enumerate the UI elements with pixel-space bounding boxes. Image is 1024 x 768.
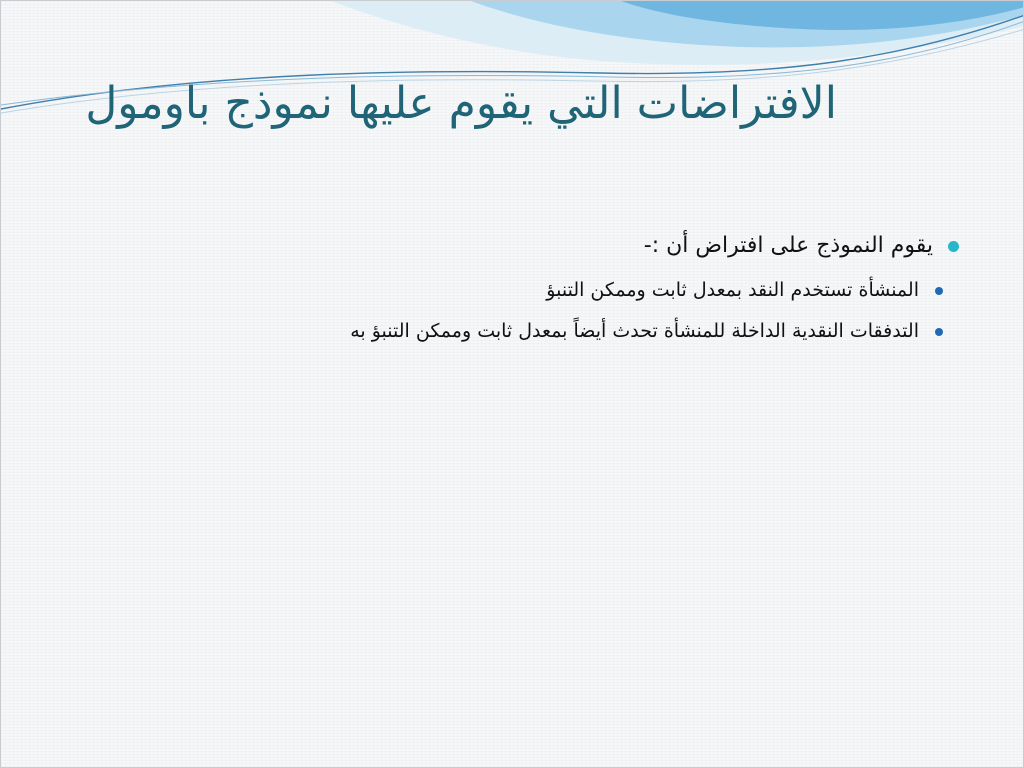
sub-bullet-text: التدفقات النقدية الداخلة للمنشأة تحدث أيضاً بمعدل ثابت وممكن التنبؤ به bbox=[350, 320, 919, 342]
sub-bullet-text: المنشأة تستخدم النقد بمعدل ثابت وممكن التنبؤ bbox=[546, 279, 919, 301]
bullet-list bbox=[81, 227, 961, 347]
slide-title: الافتراضات التي يقوم عليها نموذج باومول bbox=[85, 78, 837, 129]
sub-bullet-dot-icon bbox=[935, 287, 943, 295]
sub-bullet-item bbox=[81, 315, 961, 347]
sub-bullet-item bbox=[81, 274, 961, 306]
sub-bullet-dot-icon bbox=[935, 328, 943, 336]
bullet-item-level1 bbox=[81, 227, 961, 265]
bullet-dot-icon bbox=[948, 241, 959, 252]
bullet-text: يقوم النموذج على افتراض أن :- bbox=[643, 233, 933, 258]
